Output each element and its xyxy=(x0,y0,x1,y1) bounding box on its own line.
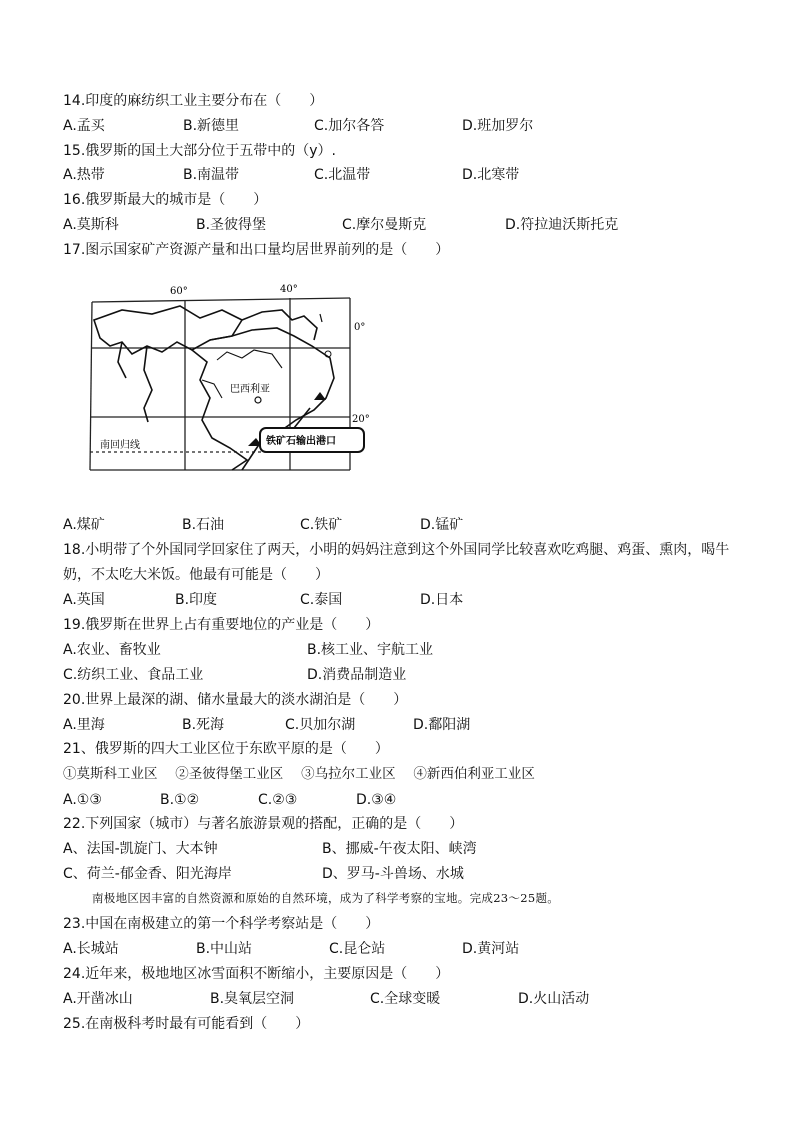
map-lon-40-label: 40° xyxy=(280,284,298,295)
question-15-stem: 15.俄罗斯的国土大部分位于五带中的（y）. xyxy=(63,143,336,159)
question-20-stem: 20.世界上最深的湖、储水量最大的淡水湖泊是（ ） xyxy=(63,692,408,708)
question-22-stem: 22.下列国家（城市）与著名旅游景观的搭配，正确的是（ ） xyxy=(63,816,464,832)
q17-option-b: B.石油 xyxy=(182,517,225,533)
q14-option-d: D.班加罗尔 xyxy=(462,118,534,134)
q17-option-c: C.铁矿 xyxy=(300,517,343,533)
question-17-stem: 17.图示国家矿产资源产量和出口量均居世界前列的是（ ） xyxy=(63,242,450,258)
q24-option-a: A.开凿冰山 xyxy=(63,991,133,1007)
q17-option-a: A.煤矿 xyxy=(63,517,105,533)
q21-option-a: A.①③ xyxy=(63,792,102,808)
q16-option-d: D.符拉迪沃斯托克 xyxy=(505,217,619,233)
map-lat-20-label: 20° xyxy=(352,414,370,425)
question-21-stem: 21、俄罗斯的四大工业区位于东欧平原的是（ ） xyxy=(63,741,389,757)
q22-option-c: C、荷兰-郁金香、阳光海岸 xyxy=(63,866,232,882)
q23-option-d: D.黄河站 xyxy=(462,941,520,957)
question-19-stem: 19.俄罗斯在世界上占有重要地位的产业是（ ） xyxy=(63,617,380,633)
q24-option-c: C.全球变暖 xyxy=(370,991,441,1007)
q14-option-a: A.孟买 xyxy=(63,118,105,134)
q20-option-d: D.鄱阳湖 xyxy=(413,717,471,733)
q18-option-c: C.泰国 xyxy=(300,592,343,608)
q16-option-b: B.圣彼得堡 xyxy=(196,217,267,233)
question-23-stem: 23.中国在南极建立的第一个科学考察站是（ ） xyxy=(63,916,380,932)
map-tropic-label: 南回归线 xyxy=(100,440,140,451)
q20-option-a: A.里海 xyxy=(63,717,105,733)
q19-option-c: C.纺织工业、食品工业 xyxy=(63,667,204,683)
q19-option-a: A.农业、畜牧业 xyxy=(63,642,161,658)
question-16-stem: 16.俄罗斯最大的城市是（ ） xyxy=(63,192,268,208)
q21-option-c: C.②③ xyxy=(258,792,298,808)
q21-option-d: D.③④ xyxy=(356,792,397,808)
q24-option-d: D.火山活动 xyxy=(518,991,590,1007)
question-24-stem: 24.近年来，极地地区冰雪面积不断缩小，主要原因是（ ） xyxy=(63,966,450,982)
q18-option-d: D.日本 xyxy=(420,592,464,608)
q15-option-a: A.热带 xyxy=(63,167,105,183)
q20-option-c: C.贝加尔湖 xyxy=(285,717,356,733)
map-lat-0-label: 0° xyxy=(354,322,366,333)
passage-text: 南极地区因丰富的自然资源和原始的自然环境，成为了科学考察的宝地。完成23～25题。 xyxy=(92,891,560,905)
q14-option-b: B.新德里 xyxy=(183,118,240,134)
q18-option-a: A.英国 xyxy=(63,592,105,608)
q20-option-b: B.死海 xyxy=(182,717,225,733)
question-14-stem: 14.印度的麻纺织工业主要分布在（ ） xyxy=(63,93,324,109)
question-18-stem: 18.小明带了个外国同学回家住了两天，小明的妈妈注意到这个外国同学比较喜欢吃鸡腿、鸡蛋、熏肉，喝牛奶，不太吃大米饭。他最有可能是（ ） xyxy=(63,542,730,583)
q19-option-b: B.核工业、宇航工业 xyxy=(307,642,434,658)
q22-option-d: D、罗马-斗兽场、水城 xyxy=(322,866,464,882)
question-25-stem: 25.在南极科考时最有可能看到（ ） xyxy=(63,1016,310,1032)
q18-option-b: B.印度 xyxy=(175,592,218,608)
q19-option-d: D.消费品制造业 xyxy=(307,667,407,683)
map-lon-60-label: 60° xyxy=(170,286,188,297)
q16-option-c: C.摩尔曼斯克 xyxy=(342,217,427,233)
map-country-label: 巴西利亚 xyxy=(230,384,270,395)
q16-option-a: A.莫斯科 xyxy=(63,217,119,233)
question-21-sub: ①莫斯科工业区 ②圣彼得堡工业区 ③乌拉尔工业区 ④新西伯利亚工业区 xyxy=(63,766,535,782)
q23-option-c: C.昆仑站 xyxy=(329,941,386,957)
q23-option-b: B.中山站 xyxy=(196,941,253,957)
q14-option-c: C.加尔各答 xyxy=(314,118,385,134)
q23-option-a: A.长城站 xyxy=(63,941,119,957)
q24-option-b: B.臭氧层空洞 xyxy=(210,991,295,1007)
brazil-map-figure xyxy=(82,280,382,480)
q15-option-d: D.北寒带 xyxy=(462,167,520,183)
q22-option-a: A、法国-凯旋门、大本钟 xyxy=(63,841,218,857)
q15-option-c: C.北温带 xyxy=(314,167,371,183)
q17-option-d: D.锰矿 xyxy=(420,517,464,533)
q21-option-b: B.①② xyxy=(160,792,200,808)
q15-option-b: B.南温带 xyxy=(183,167,240,183)
map-callout-label: 铁矿石输出港口 xyxy=(266,436,336,447)
q22-option-b: B、挪威-午夜太阳、峡湾 xyxy=(322,841,477,857)
